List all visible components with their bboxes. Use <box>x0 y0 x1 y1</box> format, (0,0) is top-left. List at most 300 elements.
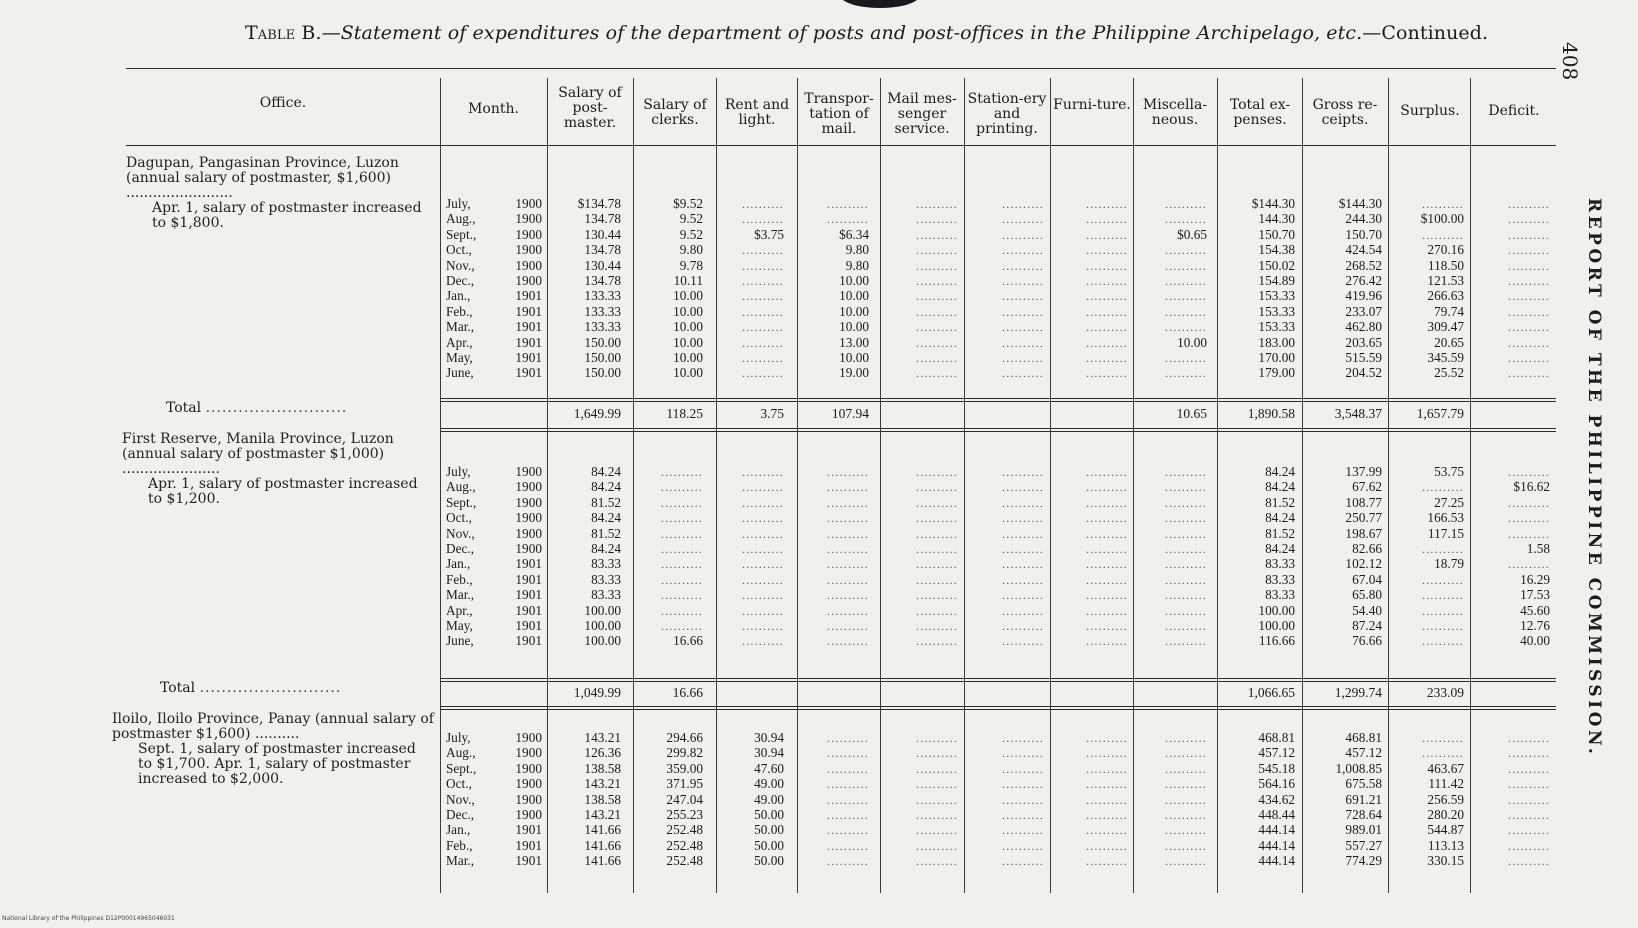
table-cell: 50.00 <box>754 806 784 822</box>
table-cell: 79.74 <box>1434 303 1464 319</box>
empty-cell: .......... <box>1002 854 1044 869</box>
empty-cell: .......... <box>1002 777 1044 792</box>
table-cell: 255.23 <box>666 806 703 822</box>
empty-cell: .......... <box>1508 350 1550 365</box>
month-cell: Dec., 1900 <box>446 806 542 822</box>
month-cell: Feb., 1901 <box>446 837 542 853</box>
empty-cell: .......... <box>1086 258 1128 273</box>
empty-cell: .......... <box>1002 197 1044 211</box>
miscellaneous-column <box>1135 196 1207 381</box>
month-cell: Jan., 1901 <box>446 288 542 304</box>
table-cell: 371.95 <box>666 776 703 792</box>
header-month: Month. <box>468 101 519 117</box>
empty-cell: .......... <box>916 634 958 649</box>
table-cell: 20.65 <box>1434 334 1464 350</box>
office-name: First Reserve, Manila Province, Luzon (annual salary of postmaster $1,000) ...................... <box>122 431 394 477</box>
empty-cell: .......... <box>742 511 784 526</box>
total-value: 10.65 <box>1176 406 1207 421</box>
office-name: Dagupan, Pangasinan Province, Luzon (annual salary of postmaster, $1,600) ........................ <box>126 155 399 201</box>
empty-cell: .......... <box>1086 465 1128 479</box>
month-cell: May, 1901 <box>446 349 542 365</box>
table-cell: 10.00 <box>839 288 869 304</box>
table-cell: 244.30 <box>1345 211 1382 227</box>
table-cell: 9.80 <box>845 257 869 273</box>
table-cell: 10.00 <box>839 319 869 335</box>
empty-cell: .......... <box>1165 588 1207 603</box>
footer-credit: National Library of the Philippines D12P00014965046031 <box>2 915 175 922</box>
header-salary-clerks: Salary of clerks. <box>643 97 707 128</box>
header-deficit: Deficit. <box>1488 103 1540 119</box>
total-value: 1,657.79 <box>1416 406 1464 421</box>
empty-cell: .......... <box>916 557 958 572</box>
table-cell: 141.66 <box>584 837 621 853</box>
empty-cell: .......... <box>916 511 958 526</box>
table-cell: 84.24 <box>1265 510 1295 526</box>
total-value: 118.25 <box>666 406 703 421</box>
empty-cell: .......... <box>1086 526 1128 541</box>
empty-cell: .......... <box>1508 366 1550 381</box>
empty-cell: .......... <box>1165 746 1207 761</box>
table-cell: 84.24 <box>591 464 621 479</box>
empty-cell: .......... <box>1002 366 1044 381</box>
deficit-column <box>1472 730 1550 869</box>
office-note: Apr. 1, salary of postmaster increased to $1,800. <box>152 200 422 231</box>
empty-cell: .......... <box>916 465 958 479</box>
empty-cell: .......... <box>1165 854 1207 869</box>
empty-cell: .......... <box>1422 588 1464 603</box>
table-title <box>245 22 1488 44</box>
month-cell: Apr., 1901 <box>446 334 542 350</box>
table-cell: 10.00 <box>673 319 703 335</box>
table-cell: 204.52 <box>1345 365 1382 381</box>
deficit-column <box>1472 464 1550 649</box>
empty-cell: .......... <box>1508 227 1550 242</box>
table-cell: 54.40 <box>1352 602 1382 618</box>
empty-cell: .......... <box>742 258 784 273</box>
mail-messenger-column <box>882 730 958 869</box>
month-cell: Sept., 1900 <box>446 226 542 242</box>
empty-cell: .......... <box>916 366 958 381</box>
salary-postmaster-column <box>549 464 621 649</box>
header-mail-messenger: Mail mes-senger service. <box>887 91 957 137</box>
table-cell: 462.80 <box>1345 319 1382 335</box>
empty-cell: .......... <box>1165 823 1207 838</box>
table-cell: 150.70 <box>1345 226 1382 242</box>
table-cell: 50.00 <box>754 837 784 853</box>
table-cell: 10.00 <box>673 365 703 381</box>
table-cell: 134.78 <box>584 272 621 288</box>
title-suffix: —Continued. <box>1362 22 1489 44</box>
title-prefix: Table B. <box>245 22 322 44</box>
empty-cell: .......... <box>916 320 958 335</box>
empty-cell: .......... <box>1422 618 1464 633</box>
table-cell: 252.48 <box>666 822 703 838</box>
empty-cell: .......... <box>742 541 784 556</box>
empty-cell: .......... <box>916 807 958 822</box>
empty-cell: .......... <box>742 480 784 495</box>
table-cell: $9.52 <box>673 196 703 211</box>
table-cell: 50.00 <box>754 853 784 869</box>
empty-cell: .......... <box>742 289 784 304</box>
total-expenses-column <box>1219 730 1295 869</box>
miscellaneous-column <box>1135 464 1207 649</box>
table-cell: 84.24 <box>1265 464 1295 479</box>
table-cell: 728.64 <box>1345 806 1382 822</box>
empty-cell: .......... <box>1165 273 1207 288</box>
empty-cell: .......... <box>1422 197 1464 211</box>
empty-cell: .......... <box>1086 511 1128 526</box>
month-cell: Aug., 1900 <box>446 211 542 227</box>
table-cell: 47.60 <box>754 760 784 776</box>
empty-cell: .......... <box>661 526 703 541</box>
month-cell: Aug., 1900 <box>446 479 542 495</box>
empty-cell: .......... <box>916 227 958 242</box>
empty-cell: .......... <box>661 541 703 556</box>
empty-cell: .......... <box>1165 320 1207 335</box>
empty-cell: .......... <box>1165 761 1207 776</box>
header-miscellaneous: Miscella-neous. <box>1142 97 1208 128</box>
table-cell: 40.00 <box>1520 633 1550 649</box>
table-cell: 424.54 <box>1345 242 1382 258</box>
table-cell: 9.80 <box>679 242 703 258</box>
office-note: Apr. 1, salary of postmaster increased to $1,200. <box>148 476 418 507</box>
empty-cell: .......... <box>916 746 958 761</box>
empty-cell: .......... <box>916 495 958 510</box>
salary-postmaster-column <box>549 730 621 869</box>
transportation-column <box>799 464 869 649</box>
empty-cell: .......... <box>1086 541 1128 556</box>
empty-cell: .......... <box>742 304 784 319</box>
empty-cell: .......... <box>1422 634 1464 649</box>
table-cell: 330.15 <box>1427 853 1464 869</box>
empty-cell: .......... <box>1086 807 1128 822</box>
empty-cell: .......... <box>742 588 784 603</box>
header-rule <box>126 145 1556 146</box>
table-cell: 10.00 <box>673 349 703 365</box>
table-cell: 444.14 <box>1258 822 1295 838</box>
empty-cell: .......... <box>1086 320 1128 335</box>
table-cell: 30.94 <box>754 745 784 761</box>
table-cell: 198.67 <box>1345 525 1382 541</box>
col-divider <box>440 78 441 893</box>
rent-light-column <box>718 196 784 381</box>
total-value: 107.94 <box>831 406 869 421</box>
table-cell: 137.99 <box>1345 464 1382 479</box>
table-cell: 117.15 <box>1427 525 1464 541</box>
header-transportation: Transpor-tation of mail. <box>804 91 874 137</box>
empty-cell: .......... <box>1002 792 1044 807</box>
total-value: 1,049.99 <box>573 685 621 700</box>
empty-cell: .......... <box>1508 854 1550 869</box>
empty-cell: .......... <box>742 557 784 572</box>
table-cell: 154.89 <box>1258 272 1295 288</box>
empty-cell: .......... <box>916 854 958 869</box>
table-cell: 12.76 <box>1520 617 1550 633</box>
table-cell: 468.81 <box>1258 730 1295 745</box>
mail-messenger-column <box>882 464 958 649</box>
empty-cell: .......... <box>1002 838 1044 853</box>
stationery-column <box>966 730 1044 869</box>
month-cell: July, 1900 <box>446 730 542 745</box>
table-cell: 30.94 <box>754 730 784 745</box>
table-cell: 49.00 <box>754 776 784 792</box>
empty-cell: .......... <box>827 526 869 541</box>
empty-cell: .......... <box>827 807 869 822</box>
empty-cell: .......... <box>827 761 869 776</box>
table-cell: 153.33 <box>1258 303 1295 319</box>
empty-cell: .......... <box>1422 603 1464 618</box>
table-cell: 545.18 <box>1258 760 1295 776</box>
table-cell: 121.53 <box>1427 272 1464 288</box>
furniture-column <box>1052 196 1128 381</box>
empty-cell: .......... <box>1165 480 1207 495</box>
empty-cell: .......... <box>1002 350 1044 365</box>
empty-cell: .......... <box>827 731 869 745</box>
empty-cell: .......... <box>916 258 958 273</box>
table-cell: 10.00 <box>1177 334 1207 350</box>
month-column <box>446 464 542 649</box>
table-cell: $100.00 <box>1420 211 1464 227</box>
empty-cell: .......... <box>916 197 958 211</box>
table-cell: 9.52 <box>679 226 703 242</box>
table-cell: 9.78 <box>679 257 703 273</box>
empty-cell: .......... <box>1165 572 1207 587</box>
empty-cell: .......... <box>1165 495 1207 510</box>
empty-cell: .......... <box>916 761 958 776</box>
table-cell: 233.07 <box>1345 303 1382 319</box>
empty-cell: .......... <box>742 320 784 335</box>
total-value: 16.66 <box>672 685 703 700</box>
empty-cell: .......... <box>827 618 869 633</box>
table-cell: 138.58 <box>584 760 621 776</box>
table-cell: 345.59 <box>1427 349 1464 365</box>
total-label: Total .......................... <box>160 680 342 696</box>
table-cell: 111.42 <box>1428 776 1464 792</box>
table-cell: 675.58 <box>1345 776 1382 792</box>
table-cell: 9.80 <box>845 242 869 258</box>
empty-cell: .......... <box>1165 465 1207 479</box>
empty-cell: .......... <box>1086 304 1128 319</box>
table-cell: 102.12 <box>1345 556 1382 572</box>
month-cell: Oct., 1900 <box>446 242 542 258</box>
empty-cell: .......... <box>1165 557 1207 572</box>
empty-cell: .......... <box>1508 807 1550 822</box>
empty-cell: .......... <box>1002 541 1044 556</box>
empty-cell: .......... <box>916 243 958 258</box>
empty-cell: .......... <box>1508 777 1550 792</box>
total-value: 233.09 <box>1426 685 1464 700</box>
table-cell: 179.00 <box>1258 365 1295 381</box>
month-column <box>446 730 542 869</box>
table-cell: 203.65 <box>1345 334 1382 350</box>
table-cell: 1.58 <box>1526 540 1550 556</box>
total-value: 3,548.37 <box>1334 406 1382 421</box>
empty-cell: .......... <box>1165 838 1207 853</box>
empty-cell: .......... <box>1086 838 1128 853</box>
empty-cell: .......... <box>1002 227 1044 242</box>
table-cell: 16.66 <box>673 633 703 649</box>
office-first-reserve <box>122 432 434 507</box>
table-cell: 10.00 <box>839 349 869 365</box>
table-cell: 13.00 <box>839 334 869 350</box>
empty-cell: .......... <box>1002 511 1044 526</box>
rent-light-column <box>718 464 784 649</box>
table-cell: 45.60 <box>1520 602 1550 618</box>
empty-cell: .......... <box>827 838 869 853</box>
empty-cell: .......... <box>1002 289 1044 304</box>
rent-light-column <box>718 730 784 869</box>
table-cell: 116.66 <box>1258 633 1295 649</box>
empty-cell: .......... <box>742 495 784 510</box>
empty-cell: .......... <box>1086 335 1128 350</box>
mail-messenger-column <box>882 196 958 381</box>
stationery-column <box>966 464 1044 649</box>
table-cell: 9.52 <box>679 211 703 227</box>
empty-cell: .......... <box>1086 634 1128 649</box>
table-cell: 82.66 <box>1352 540 1382 556</box>
table-cell: 143.21 <box>584 776 621 792</box>
month-column <box>446 196 542 381</box>
table-cell: 134.78 <box>584 242 621 258</box>
table-cell: 83.33 <box>1265 556 1295 572</box>
col-divider <box>547 78 548 893</box>
month-cell: Nov., 1900 <box>446 791 542 807</box>
total-value: 3.75 <box>760 406 784 421</box>
empty-cell: .......... <box>916 212 958 227</box>
table-cell: $3.75 <box>754 226 784 242</box>
empty-cell: .......... <box>827 465 869 479</box>
empty-cell: .......... <box>742 465 784 479</box>
empty-cell: .......... <box>1002 480 1044 495</box>
empty-cell: .......... <box>1508 731 1550 745</box>
empty-cell: .......... <box>1508 526 1550 541</box>
empty-cell: .......... <box>916 350 958 365</box>
col-divider <box>1050 78 1051 893</box>
empty-cell: .......... <box>1002 588 1044 603</box>
empty-cell: .......... <box>1508 511 1550 526</box>
empty-cell: .......... <box>742 603 784 618</box>
month-cell: Sept., 1900 <box>446 760 542 776</box>
empty-cell: .......... <box>916 526 958 541</box>
empty-cell: .......... <box>1508 495 1550 510</box>
month-cell: Dec., 1900 <box>446 272 542 288</box>
table-cell: 154.38 <box>1258 242 1295 258</box>
month-cell: May, 1901 <box>446 617 542 633</box>
table-cell: 50.00 <box>754 822 784 838</box>
empty-cell: .......... <box>1508 465 1550 479</box>
empty-cell: .......... <box>1002 526 1044 541</box>
table-cell: 444.14 <box>1258 853 1295 869</box>
empty-cell: .......... <box>1422 731 1464 745</box>
empty-cell: .......... <box>827 854 869 869</box>
empty-cell: .......... <box>1508 792 1550 807</box>
empty-cell: .......... <box>916 618 958 633</box>
table-cell: 134.78 <box>584 211 621 227</box>
month-cell: Oct., 1900 <box>446 776 542 792</box>
total-value: 1,649.99 <box>573 406 621 421</box>
empty-cell: .......... <box>916 480 958 495</box>
empty-cell: .......... <box>1086 746 1128 761</box>
table-cell: $0.65 <box>1177 226 1207 242</box>
empty-cell: .......... <box>1422 541 1464 556</box>
empty-cell: .......... <box>1165 197 1207 211</box>
table-cell: 83.33 <box>1265 587 1295 603</box>
empty-cell: .......... <box>1508 243 1550 258</box>
table-cell: 18.79 <box>1434 556 1464 572</box>
table-cell: 266.63 <box>1427 288 1464 304</box>
empty-cell: .......... <box>827 823 869 838</box>
empty-cell: .......... <box>827 572 869 587</box>
total-value: 1,890.58 <box>1247 406 1295 421</box>
table-cell: 141.66 <box>584 822 621 838</box>
empty-cell: .......... <box>1086 588 1128 603</box>
col-divider <box>964 78 965 893</box>
surplus-column <box>1390 730 1464 869</box>
total-value: 1,066.65 <box>1247 685 1295 700</box>
table-cell: 65.80 <box>1352 587 1382 603</box>
empty-cell: .......... <box>1165 777 1207 792</box>
empty-cell: .......... <box>1002 320 1044 335</box>
month-cell: July, 1900 <box>446 196 542 211</box>
header-rent-light: Rent and light. <box>724 97 790 128</box>
office-name: Iloilo, Iloilo Province, Panay (annual salary of postmaster $1,600) .......... <box>112 711 434 742</box>
empty-cell: .......... <box>916 792 958 807</box>
empty-cell: .......... <box>1086 731 1128 745</box>
total-expenses-column <box>1219 464 1295 649</box>
empty-cell: .......... <box>1165 634 1207 649</box>
table-cell: 81.52 <box>1265 525 1295 541</box>
empty-cell: .......... <box>1086 289 1128 304</box>
empty-cell: .......... <box>1002 731 1044 745</box>
empty-cell: .......... <box>1508 212 1550 227</box>
table-cell: 130.44 <box>584 226 621 242</box>
table-cell: 113.13 <box>1427 837 1464 853</box>
empty-cell: .......... <box>916 731 958 745</box>
empty-cell: .......... <box>1508 273 1550 288</box>
transportation-column <box>799 196 869 381</box>
empty-cell: .......... <box>1086 618 1128 633</box>
table-cell: 150.00 <box>584 349 621 365</box>
empty-cell: .......... <box>916 603 958 618</box>
month-cell: Feb., 1901 <box>446 303 542 319</box>
table-cell: 87.24 <box>1352 617 1382 633</box>
table-cell: 309.47 <box>1427 319 1464 335</box>
table-cell: 10.00 <box>839 272 869 288</box>
table-cell: 150.00 <box>584 365 621 381</box>
empty-cell: .......... <box>742 212 784 227</box>
transportation-column <box>799 730 869 869</box>
empty-cell: .......... <box>661 511 703 526</box>
total-expenses-column <box>1219 196 1295 381</box>
furniture-column <box>1052 730 1128 869</box>
empty-cell: .......... <box>1165 541 1207 556</box>
header-gross-receipts: Gross re-ceipts. <box>1312 97 1378 128</box>
running-head: REPORT OF THE PHILIPPINE COMMISSION. <box>1584 198 1604 758</box>
table-cell: $16.62 <box>1513 479 1550 495</box>
empty-cell: .......... <box>1086 823 1128 838</box>
table-cell: 268.52 <box>1345 257 1382 273</box>
table-cell: 76.66 <box>1352 633 1382 649</box>
empty-cell: .......... <box>1086 212 1128 227</box>
month-cell: Jan., 1901 <box>446 822 542 838</box>
month-cell: Apr., 1901 <box>446 602 542 618</box>
table-cell: 84.24 <box>591 510 621 526</box>
empty-cell: .......... <box>1086 777 1128 792</box>
table-cell: 84.24 <box>1265 540 1295 556</box>
table-cell: 118.50 <box>1427 257 1464 273</box>
empty-cell: .......... <box>916 588 958 603</box>
table-cell: 143.21 <box>584 730 621 745</box>
